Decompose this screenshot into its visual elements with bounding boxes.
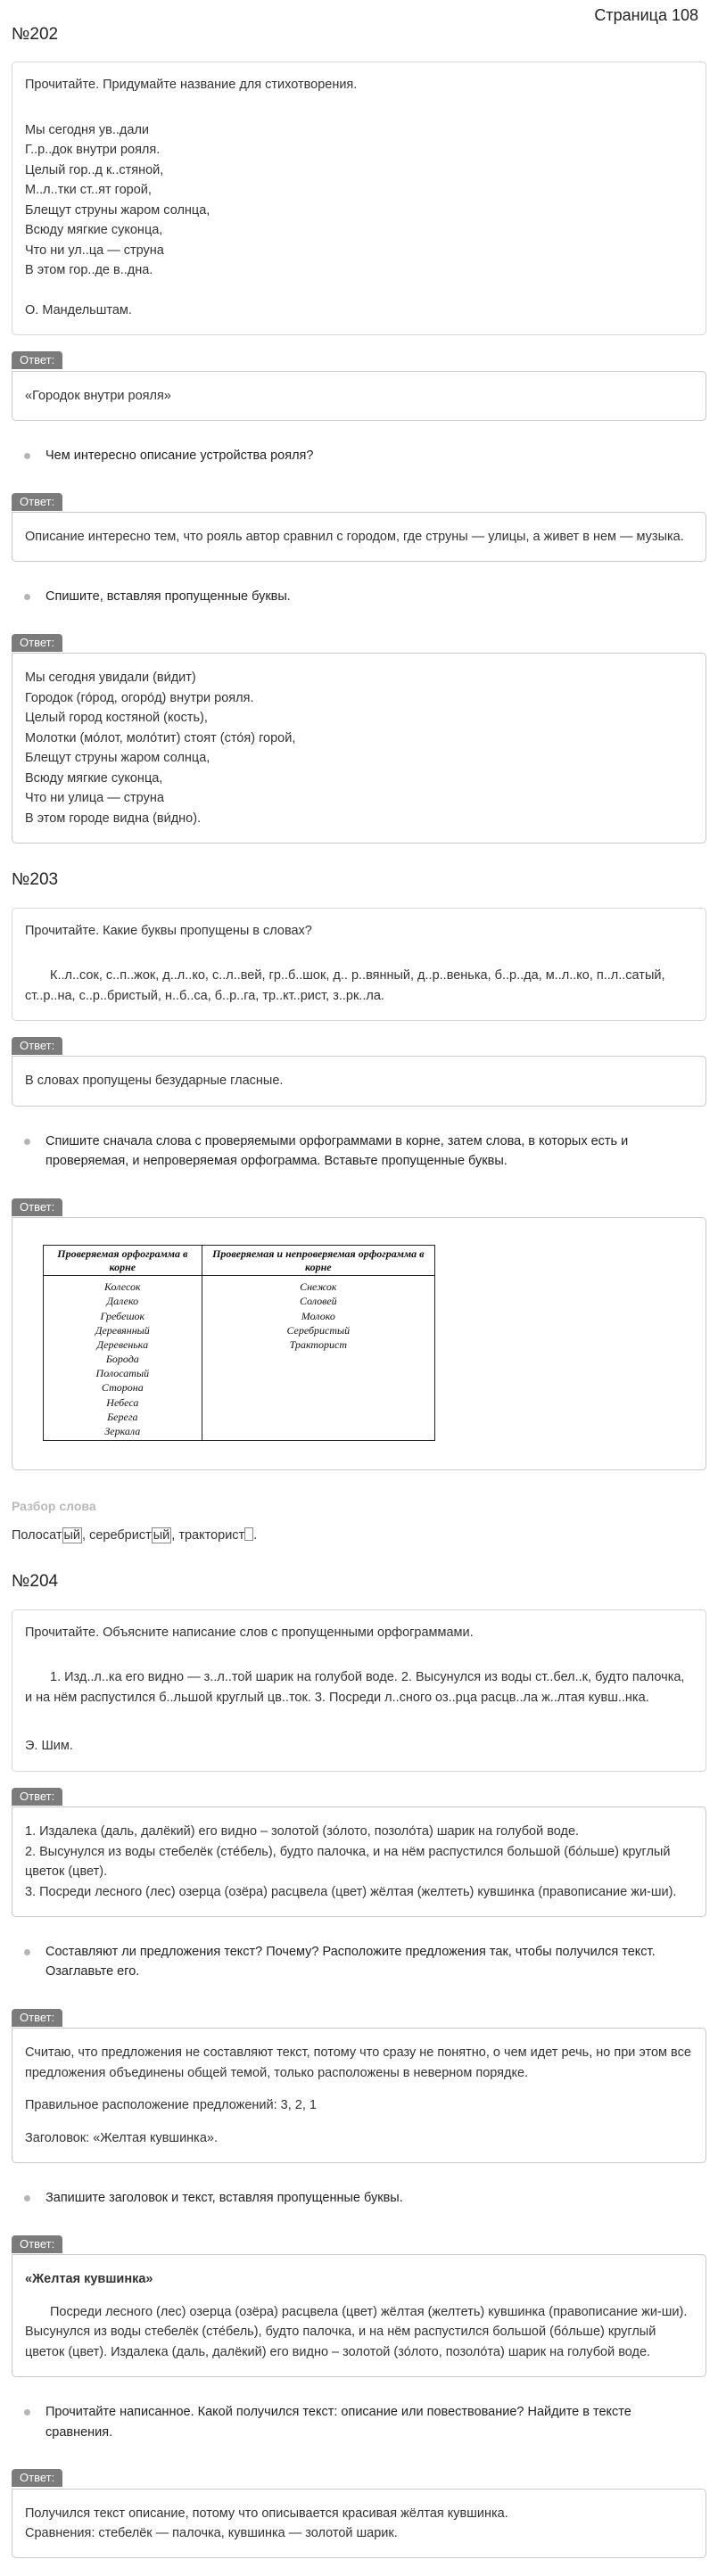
answer-label: Ответ: [12, 634, 62, 652]
answer-line: 3. Посреди лесного (лес) озерца (озёра) расцвела (цвет) жёлтая (желтеть) кувшинка (правописание жи-ши). [25, 1884, 677, 1899]
answer-line: Что ни улица — струна [25, 791, 164, 806]
separator: . [253, 1527, 258, 1543]
question-text: Спишите, вставляя пропущенные буквы. [45, 589, 291, 605]
table-cell: Тракторист [289, 1337, 348, 1351]
poem-line: Всюду мягкие суконца, [25, 223, 163, 238]
answer-text: Считаю, что предложения не составляют текст, потому что сразу не понятно, о чем идет речь, но при этом все предложения объединены общей темой, только расположены в неверном порядке. [25, 2045, 691, 2080]
separator: , [171, 1527, 179, 1543]
separator: , [82, 1527, 90, 1543]
answer-card [12, 512, 706, 562]
task-203-card [12, 908, 706, 1021]
word-root: тракторист [178, 1527, 245, 1543]
question-text: Спишите сначала слова с проверяемыми орфограммами в корне, затем слова, в которых есть и проверяемая, и непроверяемая орфограмма. Вставьте пропущенные буквы. [45, 1133, 629, 1169]
task-203-title: №203 [12, 870, 59, 890]
question-text: Составляют ли предложения текст? Почему? Расположите предложения так, чтобы получился текст. Озаглавьте его. [45, 1945, 656, 1979]
word-root: серебрист [89, 1527, 152, 1543]
word-ending-empty [244, 1527, 253, 1541]
table-col1 [44, 1276, 202, 1441]
bullet-icon [24, 2409, 30, 2416]
task-204-instruction: Прочитайте. Объясните написание слов с пропущенными орфограммами. [25, 1625, 474, 1640]
table-cell: Зеркала [104, 1425, 141, 1437]
answer-line: Мы сегодня увидали (ви́дит) [25, 671, 196, 686]
question-text: Чем интересно описание устройства рояля? [45, 449, 314, 464]
table-col2 [202, 1276, 434, 1441]
poem-line: Г..р..док внутри рояля. [25, 143, 161, 158]
table-cell: Борода [105, 1353, 139, 1366]
answer-text: Правильное расположение предложений: 3, 2, 1 [25, 2098, 317, 2113]
word-root: Полосат [12, 1527, 62, 1543]
answer-line: Всюду мягкие суконца, [25, 770, 163, 786]
answer-title: «Желтая кувшинка» [25, 2272, 153, 2287]
answer-line: Блещут струны жаром солнца, [25, 751, 210, 766]
answer-label: Ответ: [12, 1198, 62, 1216]
word-analysis-words [12, 1526, 706, 1545]
page-number: Страница 108 [594, 6, 698, 24]
answer-card [12, 1056, 706, 1106]
answer-label: Ответ: [12, 2235, 62, 2253]
task-204-text: 1. Изд..л..ка его видно — з..л..той шарик на голубой воде. 2. Высунулся из воды ст..бел..к, будто палочка, и на нём распустился б..льшой круглый цв..ток. 3. Посреди л..сного оз..рца расцв..ла ж..лтая кувш..нка. [25, 1670, 685, 1705]
question-text: Запишите заголовок и текст, вставляя пропущенные буквы. [45, 2191, 403, 2206]
table-cell: Молоко [301, 1309, 335, 1322]
question-item [12, 2163, 706, 2224]
answer-label: Ответ: [12, 493, 62, 511]
answer-label: Ответ: [12, 1037, 62, 1055]
word-ending: ый [63, 1527, 81, 1543]
answer-label: Ответ: [12, 1788, 62, 1806]
task-203-instruction: Прочитайте. Какие буквы пропущены в словах? [25, 923, 312, 938]
task-203-words: К..л..сок, с..п..жок, д..л..ко, с..л..вей, гр..б..шок, д.. р..вянный, д..р..венька, б..р..да, м..л..ко, п..л..сатый, ст..р..на, с..р..бристый, н..б..са, б..р..га, тр..кт..рист, з..рк..ла. [25, 968, 665, 1003]
table-cell: Серебристый [286, 1323, 351, 1337]
bullet-icon [24, 453, 30, 459]
task-202-poem [25, 120, 693, 281]
bullet-icon [24, 594, 30, 600]
poem-line: Что ни ул..ца — струна [25, 243, 164, 258]
table-cell: Снежок [300, 1280, 337, 1294]
answer-text: Заголовок: «Желтая кувшинка». [25, 2130, 218, 2145]
answer-text: Посреди лесного (лес) озерца (озёра) расцвела (цвет) жёлтая (желтеть) кувшинка (правописание жи-ши). Высунулся из воды стебелёк (сте́бель), будто палочка, и на нём распустился большой (бо́льше) круглый цветок (цвет). Издалека (даль, далёкий) его видно – золотой (зо́лото, позоло́та) шарик на голубой воде. [25, 2304, 688, 2359]
poem-author: О. Мандельштам. [25, 302, 132, 317]
table-cell: Небеса [106, 1395, 139, 1409]
answer-text: Описание интересно тем, что рояль автор сравнил с городом, где струны — улицы, а живет в нем — музыка. [25, 530, 684, 544]
word-ending: ый [153, 1527, 170, 1543]
answer-card [12, 2254, 706, 2377]
word-analysis-title: Разбор слова [12, 1499, 96, 1514]
word-analysis [12, 1470, 706, 1545]
answer-line: Целый город костяной (кость), [25, 711, 208, 726]
poem-line: Мы сегодня ув..дали [25, 122, 150, 137]
answer-text: «Городок внутри рояля» [25, 388, 171, 403]
task-204-card [12, 1609, 706, 1772]
answer-card [12, 653, 706, 844]
answer-text: В словах пропущены безударные гласные. [25, 1074, 284, 1089]
answer-card [12, 2028, 706, 2163]
answer-line: 2. Высунулся из воды стебелёк (сте́бель), будто палочка, и на нём распустился большой (бо́льше) круглый цветок (цвет). [25, 1844, 671, 1880]
bullet-icon [24, 2195, 30, 2202]
table-cell: Деревенька [96, 1337, 149, 1351]
answer-label: Ответ: [12, 351, 62, 369]
table-header-col1: Проверяемая орфограмма в корне [44, 1246, 202, 1276]
table-cell: Соловей [299, 1295, 337, 1308]
orthogram-table [43, 1245, 435, 1441]
question-item [12, 1917, 706, 1998]
answer-label: Ответ: [12, 2469, 62, 2487]
text-author: Э. Шим. [25, 1739, 73, 1754]
answer-card [12, 1806, 706, 1917]
task-204-title: №204 [12, 1572, 59, 1592]
answer-line: Молотки (мо́лот, моло́тит) стоят (сто́я) горой, [25, 730, 296, 745]
table-cell: Колесок [104, 1280, 141, 1294]
answer-line: Получился текст описание, потому что описывается красивая жёлтая кувшинка. [25, 2506, 508, 2521]
table-cell: Сторона [101, 1381, 144, 1395]
table-header-col2: Проверяемая и непроверяемая орфограмма в корне [202, 1246, 434, 1276]
table-cell: Полосатый [95, 1367, 150, 1380]
question-item [12, 2377, 706, 2458]
answer-card [12, 371, 706, 421]
poem-line: Блещут струны жаром солнца, [25, 202, 210, 218]
poem-line: В этом гор..де в..дна. [25, 263, 153, 278]
poem-line: Целый гор..д к..стяной, [25, 162, 164, 177]
answer-label: Ответ: [12, 2009, 62, 2027]
table-cell: Деревянный [95, 1323, 150, 1337]
answer-line: В этом городе видна (ви́дно). [25, 811, 202, 826]
question-item [12, 562, 706, 622]
task-202-title: №202 [12, 25, 59, 44]
bullet-icon [24, 1139, 30, 1145]
answer-card [12, 2489, 706, 2559]
answer-card-table [12, 1217, 706, 1470]
question-text: Прочитайте написанное. Какой получился текст: описание или повествование? Найдите в тексте сравнения. [45, 2405, 631, 2440]
table-cell: Далеко [106, 1295, 139, 1308]
answer-line: Городок (го́род, огоро́д) внутри рояля. [25, 690, 254, 705]
bullet-icon [24, 1949, 30, 1955]
poem-line: М..л..тки ст..ят горой, [25, 183, 152, 198]
answer-line: 1. Издалека (даль, далёкий) его видно – золотой (зо́лото, позоло́та) шарик на голубой воде. [25, 1824, 580, 1839]
task-202-card [12, 62, 706, 335]
answer-line: Сравнения: стебелёк — палочка, кувшинка — золотой шарик. [25, 2525, 398, 2540]
table-cell: Гребешок [100, 1309, 145, 1322]
table-cell: Берега [107, 1410, 138, 1423]
question-item [12, 1107, 706, 1188]
task-202-instruction: Прочитайте. Придумайте название для стихотворения. [25, 78, 358, 93]
question-item [12, 421, 706, 481]
